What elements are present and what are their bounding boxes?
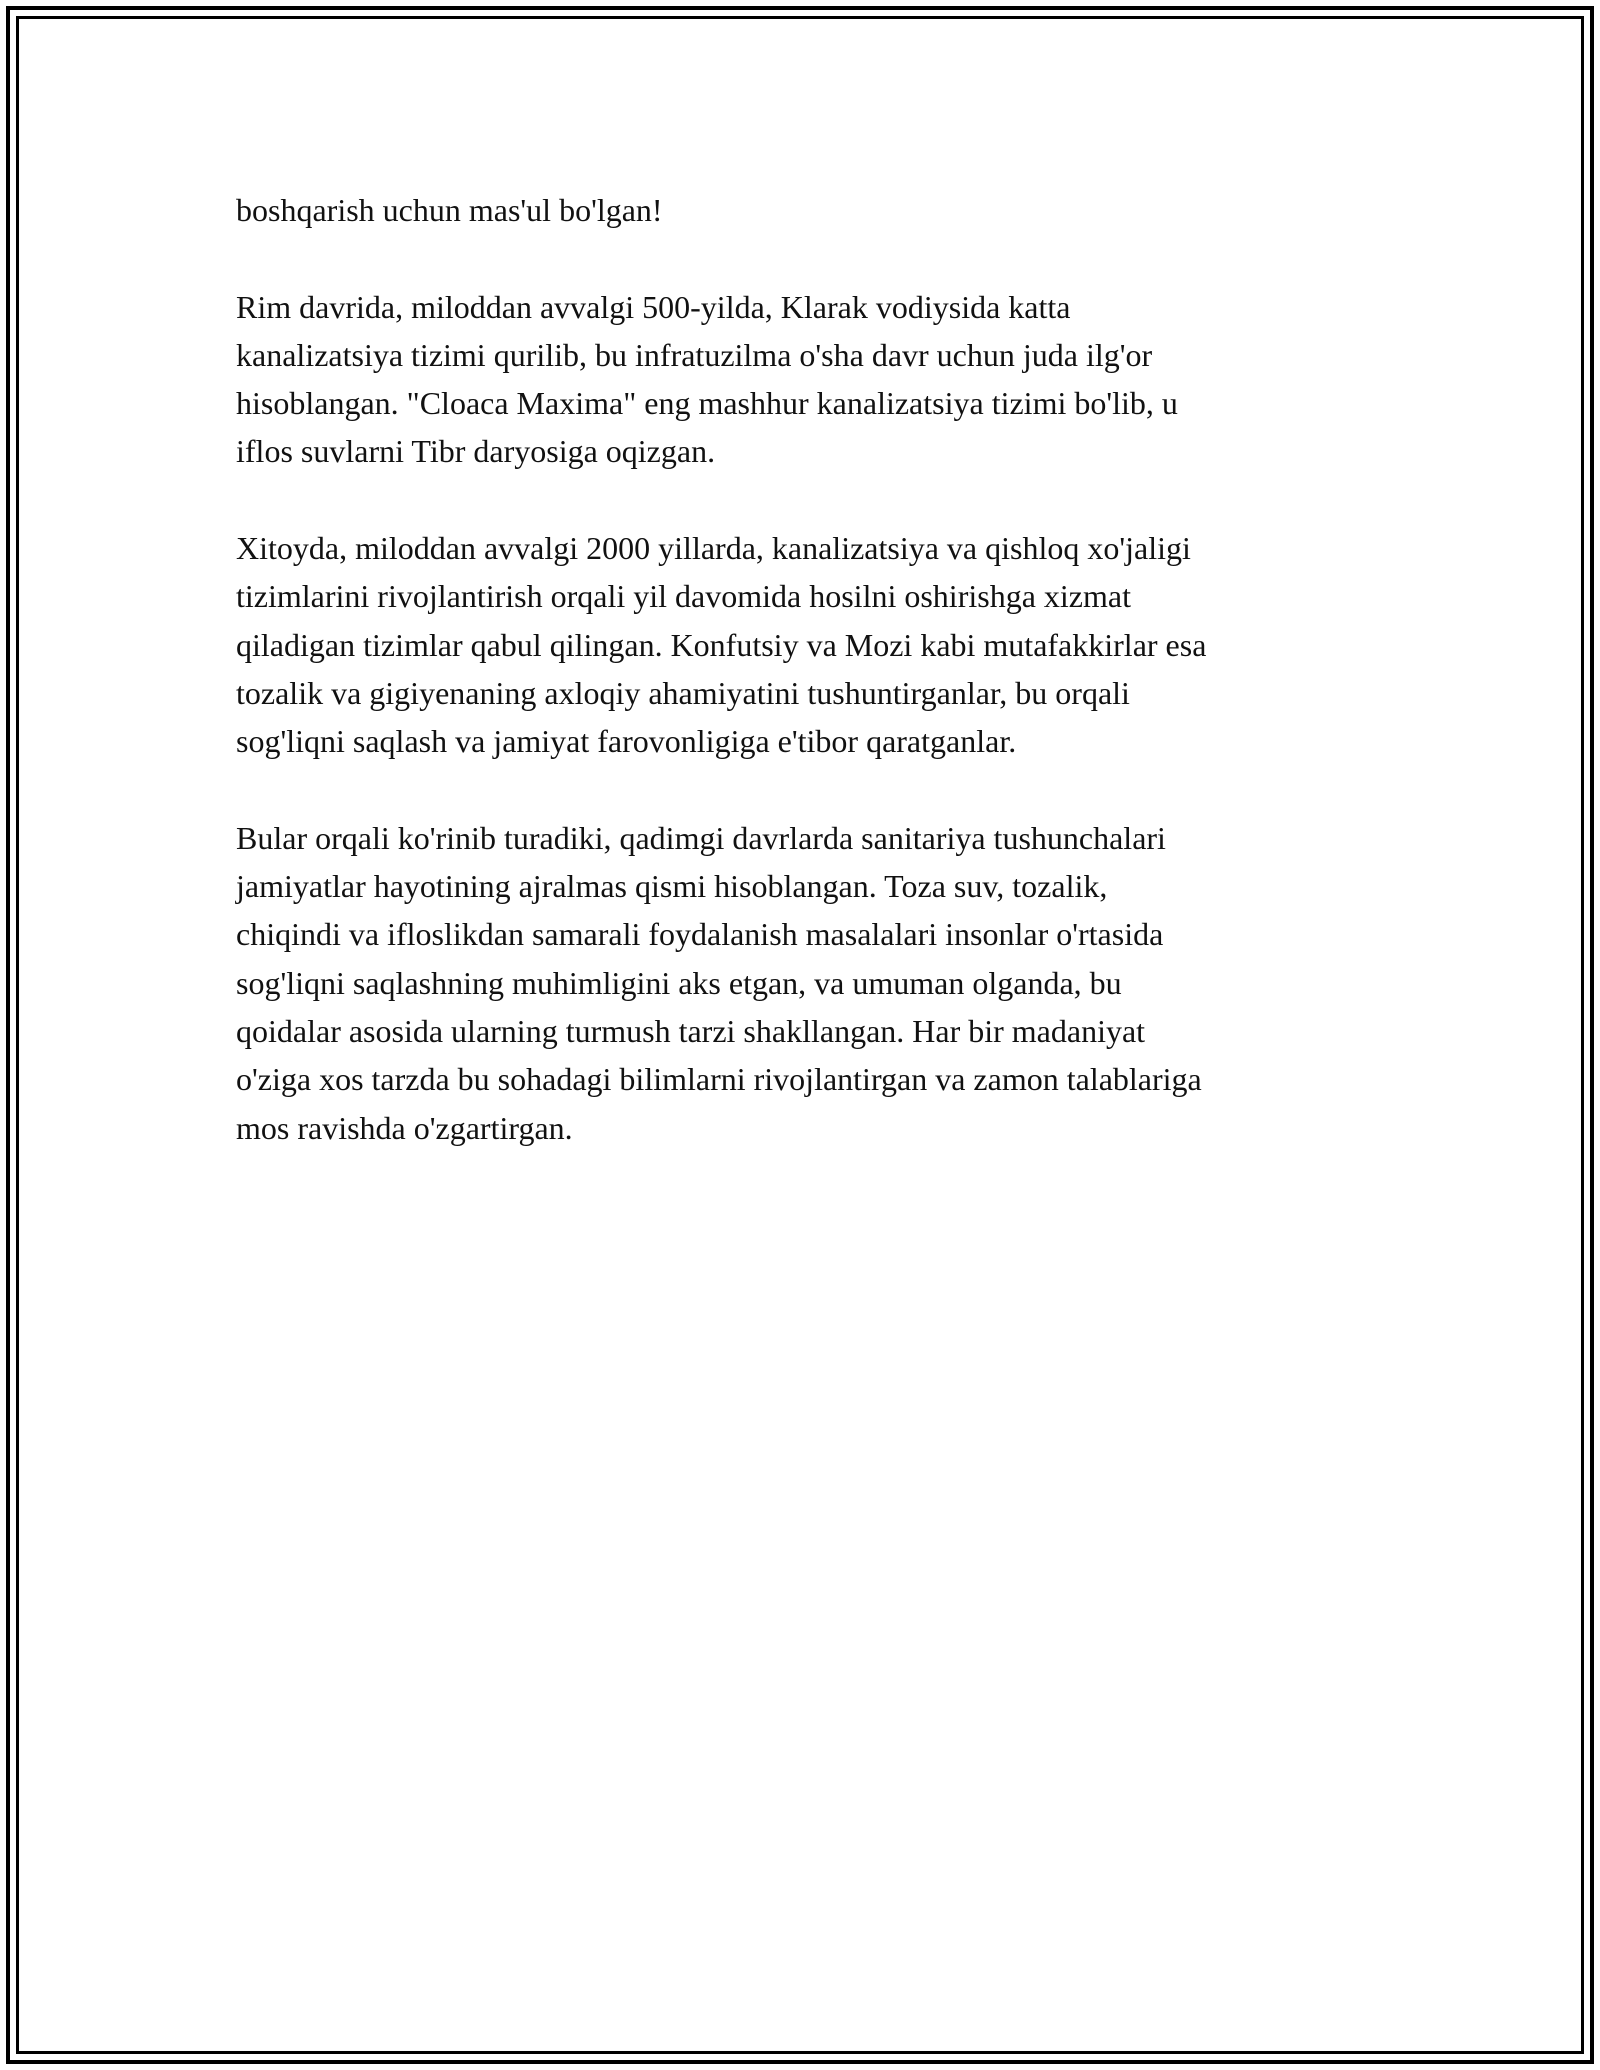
paragraph-2: Rim davrida, miloddan avvalgi 500-yilda, Klarak vodiysida katta kanalizatsiya tizimi qurilib, bu infratuzilma o'sha davr uchun juda ilg'or hisoblangan. "Cloaca Maxima" eng mashhur kanalizatsiya tizimi bo'lib, u iflos suvlarni Tibr daryosiga oqizgan. bbox=[236, 288, 1178, 470]
document-body bbox=[236, 186, 1366, 1200]
paragraph-3: Xitoyda, miloddan avvalgi 2000 yillarda, kanalizatsiya va qishloq xo'jaligi tizimlarini rivojlantirish orqali yil davomida hosilni oshirishga xizmat qiladigan tizimlar qabul qilingan. Konfutsiy va Mozi kabi mutafakkirlar esa tozalik va gigiyenaning axloqiy ahamiyatini tushuntirganlar, bu orqali sog'liqni saqlash va jamiyat farovonligiga e'tibor qaratganlar. bbox=[236, 530, 1207, 760]
paragraph-1: boshqarish uchun mas'ul bo'lgan! bbox=[236, 192, 663, 228]
paragraph-4: Bular orqali ko'rinib turadiki, qadimgi davrlarda sanitariya tushunchalari jamiyatlar hayotining ajralmas qismi hisoblangan. Toza suv, tozalik, chiqindi va ifloslikdan samarali foydalanish masalalari insonlar o'rtasida sog'liqni saqlashning muhimligini aks etgan, va umuman olganda, bu qoidalar asosida ularning turmush tarzi shakllangan. Har bir madaniyat o'ziga xos tarzda bu sohadagi bilimlarni rivojlantirgan va zamon talablariga mos ravishda o'zgartirgan. bbox=[236, 819, 1202, 1146]
